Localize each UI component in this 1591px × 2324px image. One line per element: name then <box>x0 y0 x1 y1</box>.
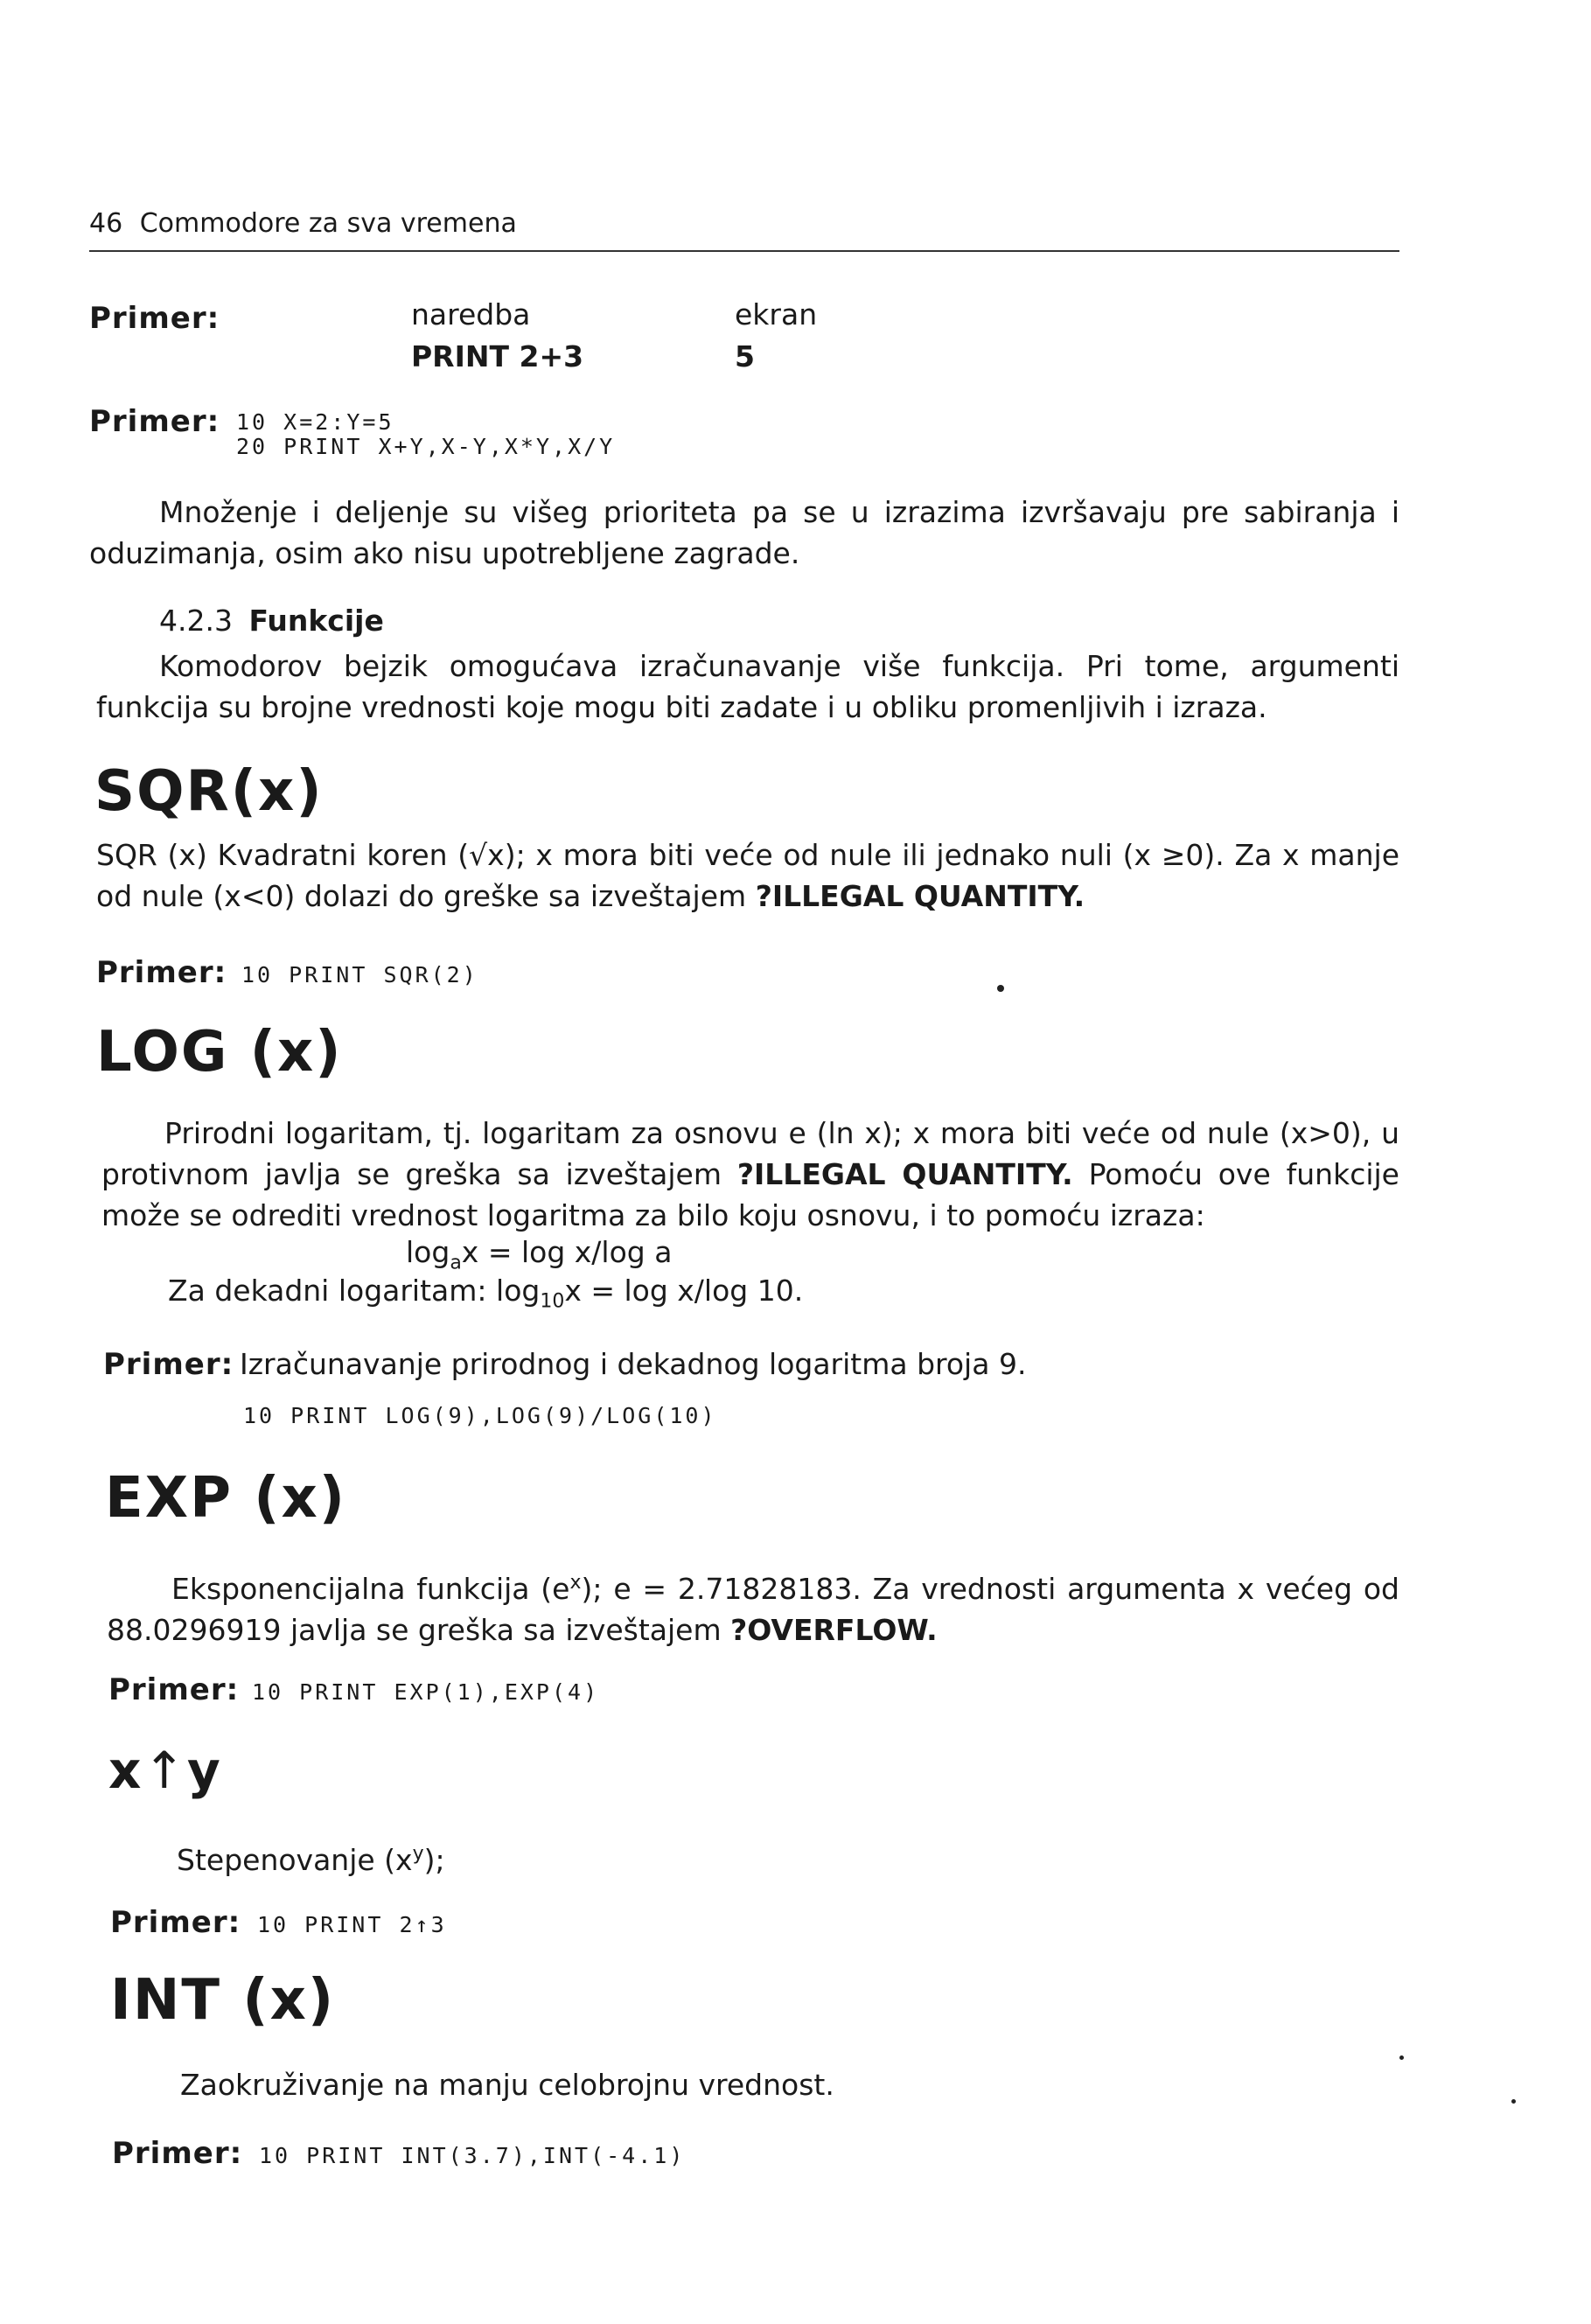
section-heading <box>159 600 384 641</box>
code-line: 10 PRINT 2↑3 <box>257 1912 447 1937</box>
page-number: 46 <box>89 208 123 239</box>
example-label: Primer: <box>112 2136 243 2171</box>
example-result: 5 <box>735 339 755 373</box>
section-number: 4.2.3 <box>159 604 233 638</box>
code-line: 10 PRINT EXP(1),EXP(4) <box>252 1679 600 1705</box>
code-line: 10 PRINT INT(3.7),INT(-4.1) <box>259 2143 686 2168</box>
intro-paragraph: Množenje i deljenje su višeg prioriteta pa se u izrazima izvršavaju pre sabiranja i oduzimanja, osim ako nisu upotrebljene zagrade. <box>89 495 1399 570</box>
superscript: x <box>569 1572 582 1594</box>
error-message: ?ILLEGAL QUANTITY. <box>736 1157 1073 1191</box>
code-line: 20 PRINT X+Y,X-Y,X*Y,X/Y <box>236 434 616 459</box>
exp-description <box>107 1562 1399 1651</box>
up-arrow-icon: ↑ <box>143 1741 188 1800</box>
error-message: ?OVERFLOW. <box>730 1613 938 1647</box>
example-label: Primer: <box>89 301 220 336</box>
log-description-text: Prirodni logaritam, tj. logaritam za osnovu e (ln x); x mora biti veće od nule (x>0), u protivnom javlja se greška sa izveštajem <box>101 1116 1399 1191</box>
formula-subscript: 10 <box>540 1290 565 1313</box>
example-label: Primer: <box>110 1905 241 1940</box>
power-description-text: Stepenovanje (x <box>177 1843 413 1877</box>
ink-speck <box>997 985 1004 992</box>
heading-text: x <box>108 1741 143 1800</box>
ink-speck <box>1399 2055 1404 2060</box>
power-description <box>177 1833 445 1881</box>
sqr-description <box>96 834 1399 917</box>
header-rule <box>89 250 1399 252</box>
sqr-description-text: SQR (x) Kvadratni koren (√x); x mora biti veće od nule ili jednako nuli (x ≥0). Za x manje od nule (x<0) dolazi do greške sa izveštajem <box>96 838 1399 913</box>
example-label: Primer: <box>96 955 227 990</box>
superscript: y <box>412 1843 424 1865</box>
code-line: 10 PRINT LOG(9),LOG(9)/LOG(10) <box>243 1403 717 1428</box>
formula-text: Za dekadni logaritam: log <box>168 1274 541 1308</box>
running-header <box>89 208 517 239</box>
error-message: ?ILLEGAL QUANTITY. <box>755 879 1085 913</box>
log-description <box>101 1113 1399 1236</box>
function-heading-int: INT (x) <box>110 1968 336 2033</box>
function-heading-power <box>108 1741 222 1800</box>
section-title: Funkcije <box>248 604 384 638</box>
section-paragraph: Komodorov bejzik omogućava izračunavanje više funkcija. Pri tome, argumenti funkcija su brojne vrednosti koje mogu biti zadate i u obliku promenljivih i izraza. <box>96 649 1399 724</box>
formula-text: log <box>406 1235 450 1269</box>
formula-subscript: a <box>450 1252 462 1274</box>
example-description: Izračunavanje prirodnog i dekadnog logaritma broja 9. <box>240 1347 1027 1381</box>
running-title: Commodore za sva vremena <box>139 208 517 239</box>
log-description-continued: Pomoću ove funkcije može se odrediti vrednost logaritma za bilo koju osnovu, i to pomoću izraza: <box>101 1157 1399 1232</box>
function-heading-log: LOG (x) <box>96 1020 343 1085</box>
heading-text: y <box>187 1741 222 1800</box>
formula-text: x = log x/log a <box>461 1235 673 1269</box>
column-heading-command: naredba <box>411 297 531 332</box>
power-description-end: ); <box>423 1843 445 1877</box>
int-description: Zaokruživanje na manju celobrojnu vrednost. <box>180 2068 834 2102</box>
example-label: Primer: <box>89 404 220 439</box>
code-line: 10 X=2:Y=5 <box>236 409 394 435</box>
function-heading-sqr: SQR(x) <box>94 759 324 824</box>
code-line: 10 PRINT SQR(2) <box>241 962 478 988</box>
example-label: Primer: <box>108 1672 240 1707</box>
column-heading-screen: ekran <box>735 297 818 332</box>
ink-speck <box>1511 2099 1516 2104</box>
exp-description-continued: ); e = 2.71828183. Za vrednosti argumenta x većeg od 88.0296919 javlja se greška sa izveštajem <box>107 1572 1399 1647</box>
example-command: PRINT 2+3 <box>411 339 584 373</box>
example-label: Primer: <box>103 1347 234 1382</box>
formula-text: x = log x/log 10. <box>564 1274 804 1308</box>
function-heading-exp: EXP (x) <box>105 1466 347 1531</box>
decimal-log-formula <box>168 1270 803 1323</box>
exp-description-text: Eksponencijalna funkcija (e <box>171 1572 570 1606</box>
